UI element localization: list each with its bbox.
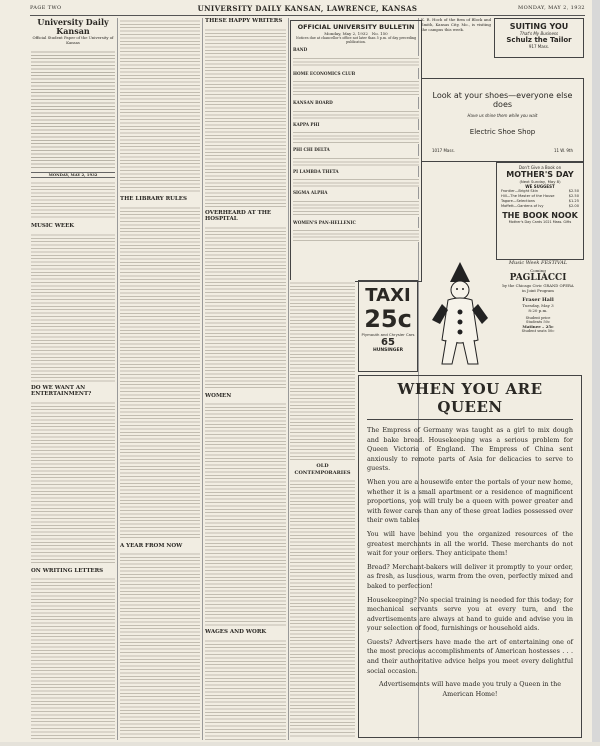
mothers-intro: Don't Give a Book on [518, 165, 562, 170]
contemporaries-heading: OLD CONTEMPORARIES [294, 463, 351, 476]
notice-text [293, 56, 419, 68]
book-title: Tagore—Selections [501, 199, 535, 203]
book-nook-ad [496, 162, 584, 260]
page-label: PAGE TWO [30, 5, 62, 11]
shoe-shop-name: Electric Shoe Shop [469, 128, 536, 136]
shoe-subline: Have us shine them while you wait [467, 113, 538, 118]
notice-economics: HOME ECONOMICS CLUB [293, 70, 356, 76]
electric-shoe-shop-ad [421, 78, 584, 162]
mothers-date: (Next Sunday, May 8) [519, 179, 561, 184]
bulletin-body [293, 44, 419, 242]
editorial-column-2 [120, 18, 200, 740]
book-price: $2.50 [568, 194, 579, 198]
book-price: $1.25 [568, 199, 579, 203]
book-price: $2.50 [568, 189, 579, 193]
pagliacci-time: 8:20 p.m. [528, 308, 548, 313]
book-title: Moffett—Gardens of Ivy [501, 204, 544, 208]
news-column-4 [290, 280, 355, 740]
music-week-heading: MUSIC WEEK [31, 223, 75, 230]
taxi-price: 25c [364, 305, 412, 333]
suiting-title: SUITING YOU [509, 22, 569, 31]
pagliacci-date: Tuesday, May 3 [522, 303, 554, 308]
happy-writers-heading: THESE HAPPY WRITERS [205, 18, 283, 24]
book-nook-footer: Mother's Day Cards 1021 Mass. Gifts [508, 220, 572, 224]
bulletin-date: Monday, May 2, 1932 [324, 31, 368, 36]
pagliacci-title: PAGLIACCI [509, 273, 567, 283]
schulz-tailor-ad [494, 18, 584, 58]
editorial-date: MONDAY, MAY 2, 1932 [31, 172, 115, 179]
pagliacci-text [494, 260, 582, 333]
mothers-title: MOTHER'S DAY [506, 170, 574, 179]
column-rule [202, 18, 203, 740]
notice-phi-chi: PHI CHI DELTA [293, 147, 330, 152]
queen-paragraph-2: When you are a housewife enter the portals of your new home, whether it is a small apartment or a residence of magnificent proportions, you will truly be a queen with power greater and with fewer cares than any of these great ladies possessed over their own tables [367, 477, 573, 525]
queen-paragraph-1: The Empress of Germany was taught as a girl to mix dough and bake bread. Housekeeping was a serious problem for Queen Victoria of England. The Empress of China sent anxiously to remote parts of Asia for delicacies to serve to guests. [367, 426, 573, 473]
queen-paragraph-5: Housekeeping? No special training is needed for this today; for mechanical servants serve you at every turn, and the advertisements are always at hand to guide and advise you in your selection of food, furnishings or household aids. [367, 595, 573, 633]
column-rule [117, 18, 118, 740]
kroh-note: K. R. Hoch of the firm of Block and Smith, Kansas City, Mo., is visiting the campus this week. [421, 18, 491, 32]
letters-text [31, 576, 115, 740]
music-week-text [31, 232, 115, 382]
entertainment-heading: DO WE WANT AN ENTERTAINMENT? [31, 384, 92, 398]
notice-pi-lambda: PI LAMBDA THETA [293, 168, 339, 174]
header-rule [30, 15, 585, 16]
notice-kappa-phi: KAPPA PHI [293, 121, 320, 127]
notice-text [293, 177, 419, 187]
pagliacci-festival: Music Week FESTIVAL [508, 260, 568, 266]
shoe-address-1: 1017 Mass. [432, 148, 455, 153]
notice-text [293, 199, 419, 217]
queen-rule [367, 419, 573, 420]
notice-kansan-board: KANSAN BOARD [293, 100, 333, 105]
pagliacci-venue: Fraser Hall [522, 297, 554, 303]
pagliacci-price-1: Students 50c [526, 320, 550, 324]
editorial-text [31, 180, 115, 220]
notice-text [293, 79, 419, 97]
library-rules-text [120, 205, 200, 540]
notice-text [293, 109, 419, 119]
overheard-text [205, 225, 286, 390]
issue-date: MONDAY, MAY 2, 1932 [518, 5, 585, 11]
scan-edge [592, 0, 600, 746]
notice-text [293, 228, 419, 242]
book-list [497, 189, 583, 209]
notice-text [293, 156, 419, 166]
library-rules-heading: THE LIBRARY RULES [120, 196, 187, 202]
bulletin-note: Notices due at chancellor's office not later than 5 p.m. of day preceding publication. [295, 36, 417, 44]
mothers-suggest: WE SUGGEST [525, 184, 555, 189]
bulletin-title: OFFICIAL UNIVERSITY BULLETIN [297, 23, 415, 31]
year-from-now-heading: A YEAR FROM NOW [120, 542, 183, 549]
book-nook-title: THE BOOK NOOK [502, 211, 578, 220]
queen-paragraph-7: Advertisements will have made you truly a Queen in the American Home! [378, 680, 561, 698]
pagliacci-price-2: Matinee – 25c [522, 324, 554, 329]
scan-bottom [0, 742, 600, 746]
year-from-now-text [120, 551, 200, 740]
notice-text [293, 130, 419, 144]
book-title: Hill—The Master of the House [501, 194, 555, 198]
newspaper-title: UNIVERSITY DAILY KANSAN, LAWRENCE, KANSAS [197, 4, 418, 13]
overheard-heading: OVERHEARD AT THE HOSPITAL [205, 209, 272, 222]
taxi-ad [358, 280, 418, 372]
shoe-headline: Look at your shoes—everyone else does [432, 91, 573, 109]
entertainment-text [31, 400, 115, 565]
queen-advertisement [358, 375, 582, 738]
notice-band: BAND [293, 47, 308, 52]
happy-writers-text [205, 27, 286, 207]
pagliacci-ad [428, 258, 582, 370]
clown-illustration-icon [430, 260, 490, 368]
book-title: Frontier—Bright Skin [501, 189, 539, 193]
notice-pan-hellenic: WOMEN'S PAN-HELLENIC [293, 219, 356, 225]
schulz-name: Schulz the Tailor [506, 36, 572, 44]
wages-heading: WAGES AND WORK [205, 629, 267, 635]
editorial-text [120, 18, 200, 193]
editorial-column-1 [31, 18, 115, 740]
taxi-cars: Plymouth and Chrysler Cars [361, 332, 415, 337]
book-price: $2.00 [568, 204, 579, 208]
page-header [30, 4, 585, 14]
book-item [501, 204, 579, 209]
taxi-company: HUNSINGER [372, 348, 404, 353]
column-rule [288, 18, 289, 740]
pagliacci-company: by the Chicago Civic GRAND OPERA [502, 283, 574, 288]
shoe-address-2: 11 W. 9th [553, 148, 573, 153]
masthead-tagline: Official Student Paper of the University of Kansas [32, 35, 114, 45]
pagliacci-price-label: Student price [525, 316, 551, 320]
queen-paragraph-4: Bread? Merchant-bakers will deliver it promptly to your order, as fresh, as luscious, warm from the oven, perfectly mixed and baked to perfection! [367, 562, 573, 590]
pagliacci-coming: Coming [530, 268, 546, 273]
news-text [290, 280, 355, 460]
official-bulletin [290, 20, 422, 282]
letters-heading: ON WRITING LETTERS [31, 567, 104, 574]
queen-headline: WHEN YOU ARE QUEEN [397, 380, 543, 416]
editorial-column-3 [205, 18, 286, 740]
staff-listing [31, 49, 115, 169]
schulz-address: 917 Mass. [528, 44, 550, 49]
shoe-addresses [422, 148, 583, 153]
notice-sigma-alpha: SIGMA ALPHA [293, 190, 328, 195]
suiting-line: That's My Business [519, 31, 559, 36]
queen-paragraph-3: You will have behind you the organized resources of the greatest merchants in all the world. These merchants do not wait for your orders. They anticipate them! [367, 529, 573, 558]
taxi-phone: 65 [381, 337, 395, 348]
queen-paragraph-6: Guests? Advertisers have made the art of entertaining one of the most precious accomplishments of American hostesses . . . and their authoritative advice helps you meet every delightful social occasion. [367, 637, 573, 675]
wages-text [205, 638, 286, 741]
kansan-masthead: University Daily Kansan [37, 18, 109, 36]
pagliacci-price-3: Student seats 50c [521, 329, 555, 333]
contemporaries-text [290, 478, 355, 738]
bulletin-number: No. 150 [371, 31, 388, 36]
pagliacci-program: in Joint Program [522, 288, 554, 293]
women-text [205, 401, 286, 626]
taxi-word: TAXI [365, 285, 411, 306]
women-heading: WOMEN [205, 392, 232, 399]
